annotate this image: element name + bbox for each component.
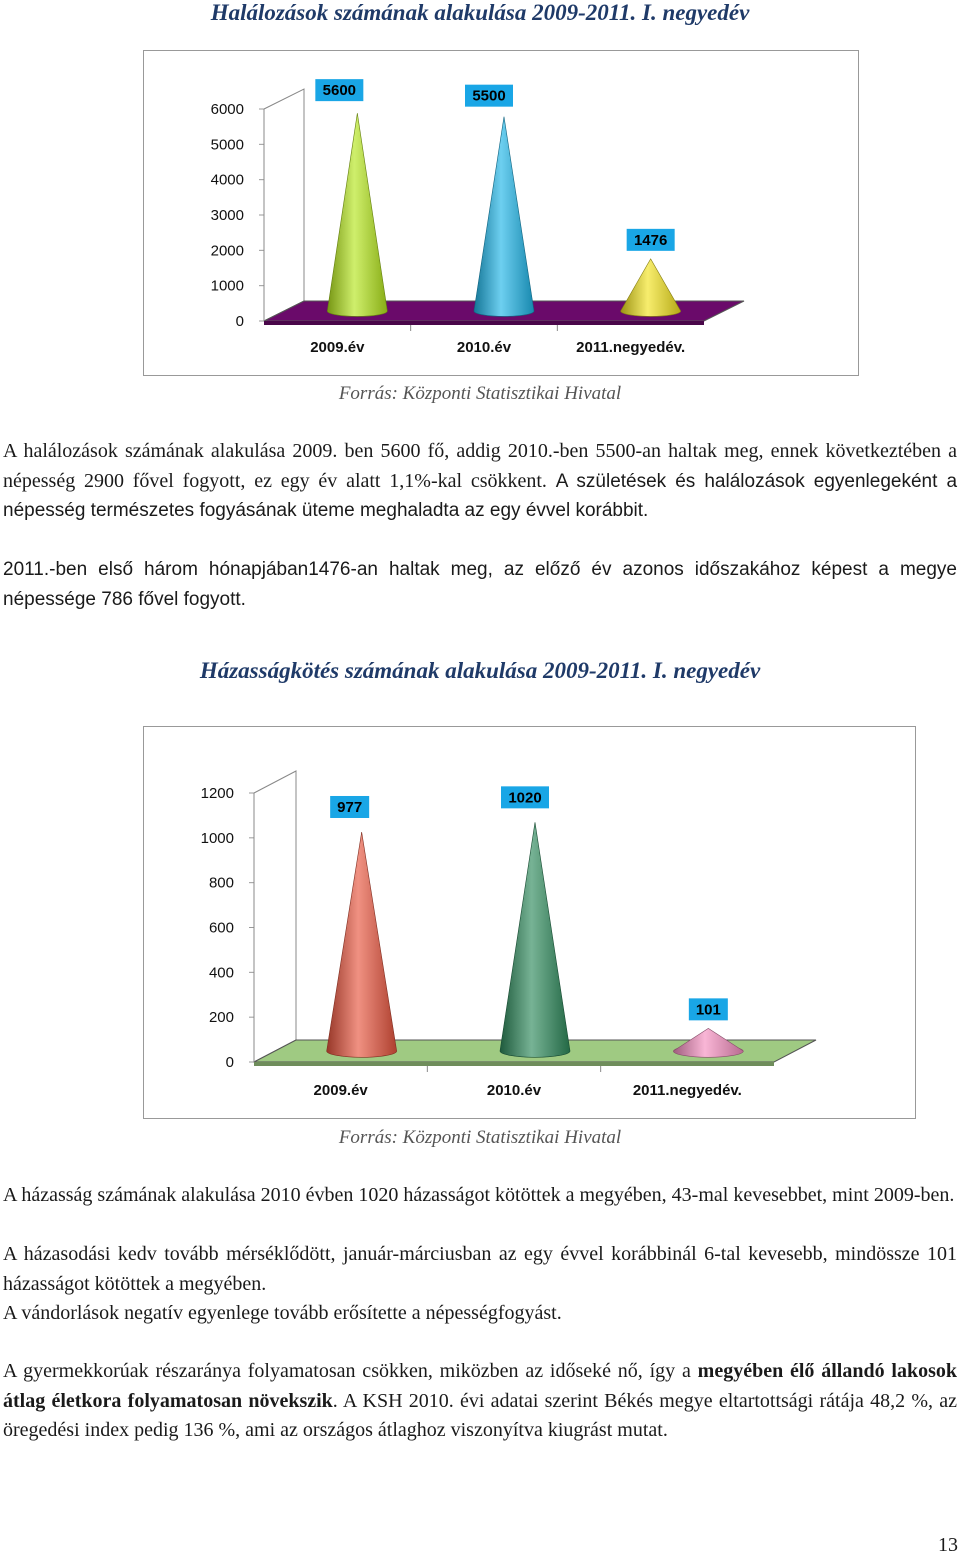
marriages-chart (143, 726, 916, 1119)
y-tick-label: 4000 (210, 171, 244, 189)
data-label: 5600 (322, 82, 357, 100)
y-tick-label: 5000 (210, 136, 244, 154)
chart2-title: Házasságkötés számának alakulása 2009-2011. I. negyedév (199, 658, 761, 683)
deaths-chart (143, 50, 859, 376)
data-cone (474, 117, 534, 317)
deaths-text-1: A halálozások számának alakulása 2009. ben 5600 fő, addig 2010.-ben 5500-an haltak meg, ennek következtében a népesség 2900 fővel fogyott, ez egy év alatt 1,1%-kal csökkent. (3, 440, 957, 492)
chart-floor-edge (254, 1062, 774, 1066)
y-tick-label: 600 (208, 919, 234, 937)
ageing-text-a: A gyermekkorúak részaránya folyamatosan csökken, miközben az időseké nő, így a (3, 1360, 698, 1382)
y-tick-label: 6000 (210, 101, 244, 118)
data-label: 1476 (633, 231, 668, 249)
y-axis (211, 101, 244, 330)
category-label: 2010.év (456, 339, 512, 356)
chart-floor-edge (264, 321, 704, 325)
category-label: 2011.negyedév. (632, 1082, 742, 1099)
data-label: 1020 (508, 789, 542, 807)
y-tick-label: 1200 (200, 785, 234, 802)
category-label: 2011.negyedév. (576, 339, 686, 356)
y-tick-label: 200 (208, 1009, 234, 1027)
y-tick-label: 3000 (210, 207, 244, 224)
deaths-text-1b: A születések és halálozások egyenlegeként a népesség természetes fogyásának üteme meghaladta az egy évvel korábbit. (3, 470, 958, 521)
page-number: 13 (938, 1534, 958, 1556)
y-tick-label: 800 (208, 874, 234, 892)
data-cone (621, 259, 681, 317)
data-label: 977 (337, 798, 363, 816)
marriages-paragraph-2: A házasodási kedv tovább mérséklődött, január-márciusban az egy évvel korábbinál 6-tal kevesebb, mindössze 101 házasságot kötöttek a megyében. (3, 1243, 957, 1295)
y-tick-label: 1000 (200, 829, 234, 847)
data-label: 101 (695, 1001, 721, 1019)
category-label: 2009.év (310, 339, 365, 356)
data-label: 5500 (472, 87, 506, 105)
marriages-paragraph-1: A házasság számának alakulása 2010 évben 1020 házasságot kötöttek a megyében, 43-mal kevesebbet, mint 2009-ben. (3, 1184, 955, 1206)
y-tick-label: 0 (235, 313, 244, 330)
chart1-source: Forrás: Központi Statisztikai Hivatal (338, 383, 622, 404)
ageing-text-bold: megyében élő állandó lakosok átlag életkora folyamatosan növekszik (3, 1360, 957, 1412)
y-tick-label: 2000 (210, 242, 244, 260)
deaths-paragraph-2: 2011.-ben első három hónapjában1476-an haltak meg, az előző év azonos időszakához képest a megye népessége 786 fővel fogyott. (3, 559, 957, 610)
chart1-title: Halálozások számának alakulása 2009-2011. I. negyedév (210, 0, 750, 25)
category-label: 2010.év (486, 1082, 542, 1099)
deaths-paragraph-1 (3, 437, 957, 526)
ageing-text-c: . A KSH 2010. évi adatai szerint Békés megye eltartottsági rátája 48,2 %, az öregedési index pedig 136 %, ami az országos átlaghoz viszonyítva kiugrást mutat. (3, 1389, 957, 1441)
category-label: 2009.év (313, 1082, 368, 1099)
y-tick-label: 1000 (210, 277, 244, 295)
chart-side-wall (254, 771, 296, 1062)
y-tick-label: 400 (208, 964, 234, 982)
data-cone (327, 113, 387, 316)
data-cone (500, 822, 570, 1057)
chart2-source: Forrás: Központi Statisztikai Hivatal (338, 1127, 622, 1148)
ageing-paragraph (3, 1357, 957, 1446)
migration-paragraph: A vándorlások negatív egyenlege tovább erősítette a népességfogyást. (3, 1302, 562, 1324)
y-tick-label: 0 (225, 1054, 234, 1071)
marriages-chart-svg (144, 727, 915, 1118)
chart-side-wall (264, 89, 304, 321)
deaths-chart-svg (144, 51, 858, 375)
y-axis (201, 785, 234, 1071)
data-cone (327, 832, 397, 1057)
